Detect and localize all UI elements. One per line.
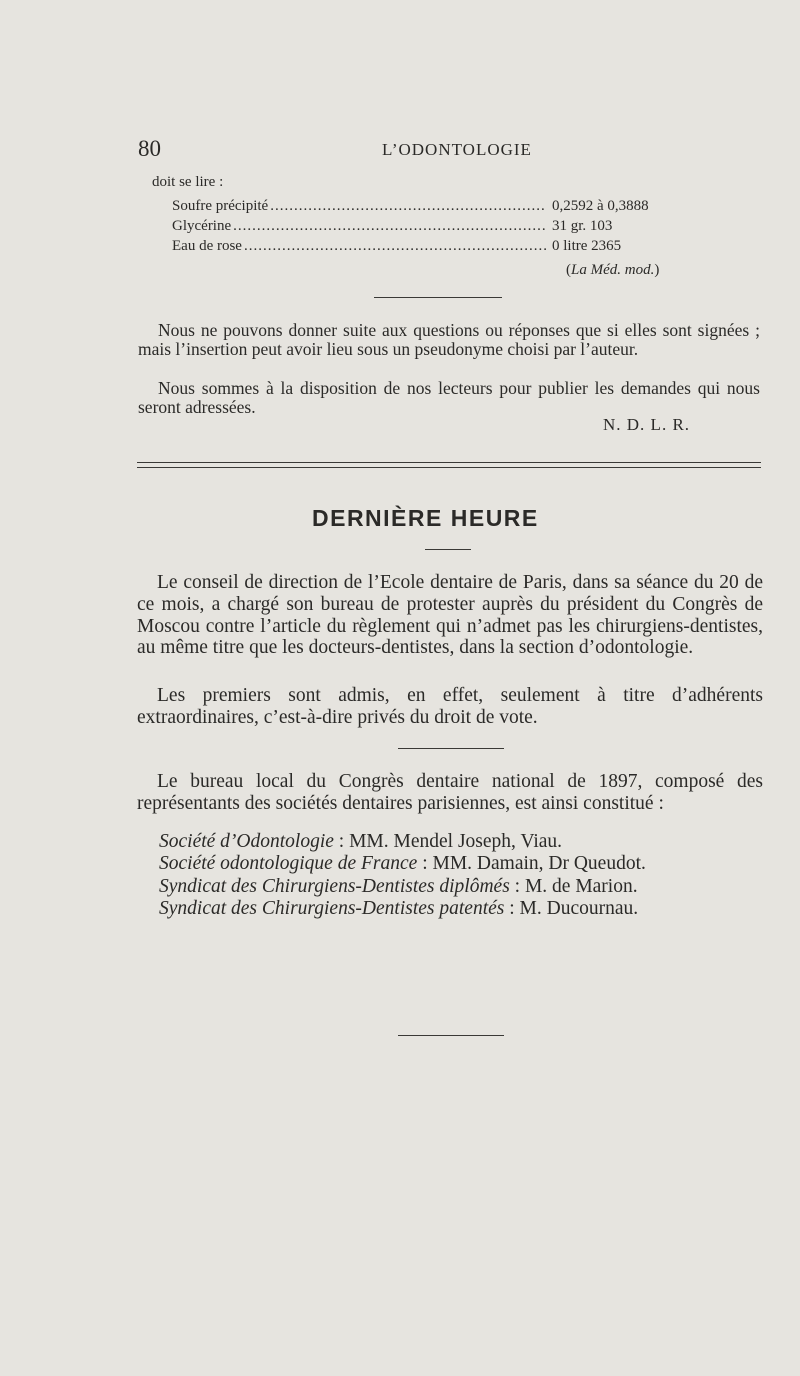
body-text: Les premiers sont admis, en effet, seulement à titre d’adhérents extraordinaires, c’est-à-dire privés du droit de vote. <box>137 685 763 728</box>
formula-row <box>172 216 712 236</box>
double-rule-top <box>137 462 761 463</box>
formula-quantity: 31 gr. 103 <box>552 218 613 234</box>
body-text: Le conseil de direction de l’Ecole dentaire de Paris, dans sa séance du 20 de ce mois, a chargé son bureau de protester auprès du président du Congrès de Moscou contre l’article du règlement qui n’admet pas les chirurgiens-dentistes, au même titre que les docteurs-dentistes, dans la section d’odontologie. <box>137 572 763 659</box>
body-paragraph <box>137 572 763 659</box>
dot-leader <box>233 216 546 236</box>
society-name: Syndicat des Chirurgiens-Dentistes patentés <box>159 898 505 920</box>
short-divider <box>374 297 502 298</box>
formula-intro: doit se lire : <box>152 174 224 190</box>
formula-row <box>172 236 712 256</box>
end-divider <box>398 1035 504 1036</box>
member-line <box>159 831 646 853</box>
formula-ingredient: Soufre précipité <box>172 198 269 214</box>
formula-row <box>172 196 712 216</box>
short-divider <box>398 748 504 749</box>
body-paragraph <box>137 771 763 815</box>
dot-leader <box>244 236 546 256</box>
dot-leader <box>270 196 546 216</box>
member-line <box>159 876 646 898</box>
double-rule-bottom <box>137 467 761 468</box>
society-name: Syndicat des Chirurgiens-Dentistes diplômés <box>159 875 510 897</box>
member-names: : MM. Mendel Joseph, Viau. <box>333 831 563 852</box>
notice-paragraph <box>138 321 760 359</box>
formula-quantity: 0 litre 2365 <box>552 238 622 254</box>
formula-quantity: 0,2592 à 0,3888 <box>552 198 649 214</box>
formula-source <box>566 262 659 279</box>
member-line <box>159 853 646 875</box>
source-citation: La Méd. mod. <box>571 262 655 278</box>
formula-ingredient: Glycérine <box>172 218 232 234</box>
title-underline <box>425 549 471 550</box>
formula-table <box>172 196 712 256</box>
notice-paragraph <box>138 379 760 417</box>
bureau-members-list <box>159 831 646 921</box>
member-names: : MM. Damain, Dr Queudot. <box>417 853 646 875</box>
member-names: : M. de Marion. <box>509 875 638 897</box>
editor-signature: N. D. L. R. <box>603 415 691 434</box>
source-close-paren: ) <box>654 262 660 278</box>
member-names: : M. Ducournau. <box>504 898 639 920</box>
page-number: 80 <box>138 136 161 161</box>
society-name: Société odontologique de France <box>159 853 418 875</box>
society-name: Société d’Odontologie <box>159 831 334 852</box>
notice-text: Nous sommes à la disposition de nos lecteurs pour publier les demandes qui nous seront adressées. <box>138 378 760 417</box>
section-title: DERNIÈRE HEURE <box>312 505 539 531</box>
member-line <box>159 898 646 920</box>
formula-ingredient: Eau de rose <box>172 238 242 254</box>
source-open-paren: ( <box>566 262 571 278</box>
body-text: Le bureau local du Congrès dentaire national de 1897, composé des représentants des sociétés dentaires parisiennes, est ainsi constitué : <box>137 771 763 814</box>
notice-text: Nous ne pouvons donner suite aux questions ou réponses que si elles sont signées ; mais l’insertion peut avoir lieu sous un pseudonyme choisi par l’auteur. <box>138 320 760 359</box>
body-paragraph <box>137 685 763 729</box>
running-title: L’ODONTOLOGIE <box>382 140 532 159</box>
